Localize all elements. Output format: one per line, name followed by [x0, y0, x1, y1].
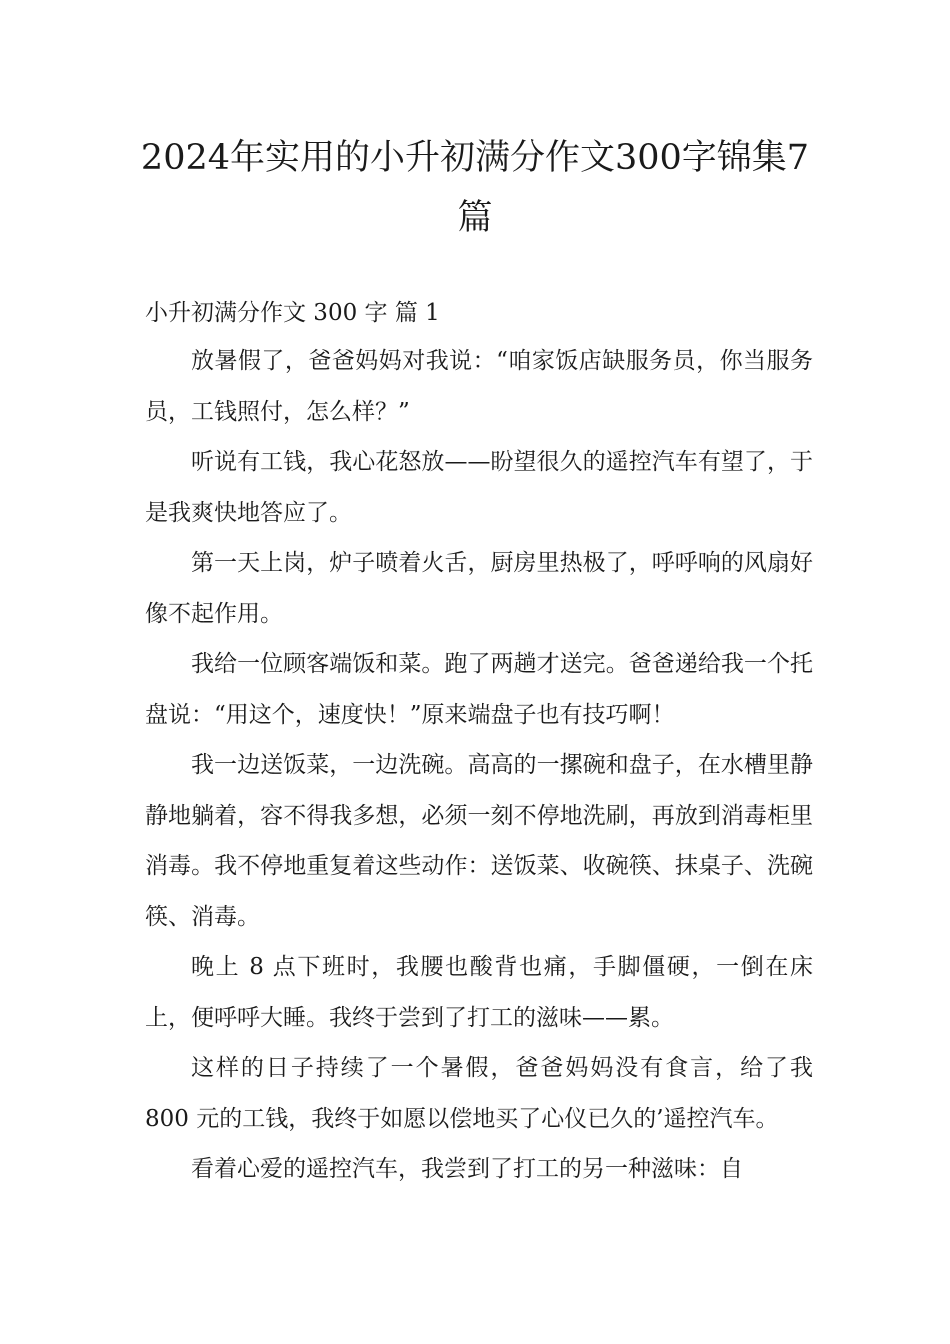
paragraph: 放暑假了，爸爸妈妈对我说：“咱家饭店缺服务员，你当服务员，工钱照付，怎么样？”: [145, 348, 813, 425]
document-title: 2024年实用的小升初满分作文300字锦集7篇: [140, 138, 810, 238]
section-heading: 小升初满分作文 300 字 篇 1: [145, 300, 440, 326]
paragraph: 第一天上岗，炉子喷着火舌，厨房里热极了，呼呼响的风扇好像不起作用。: [145, 550, 813, 627]
paragraph: 这样的日子持续了一个暑假，爸爸妈妈没有食言，给了我 800 元的工钱，我终于如愿以偿地买了心仪已久的’遥控汽车。: [145, 1055, 813, 1132]
essay-body: [145, 336, 813, 1195]
paragraph: 我给一位顾客端饭和菜。跑了两趟才送完。爸爸递给我一个托盘说：“用这个，速度快！”原来端盘子也有技巧啊！: [145, 651, 813, 728]
paragraph: 晚上 8 点下班时，我腰也酸背也痛，手脚僵硬，一倒在床上，便呼呼大睡。我终于尝到了打工的滋味——累。: [145, 954, 813, 1031]
paragraph: 看着心爱的遥控汽车，我尝到了打工的另一种滋味：自: [191, 1156, 743, 1182]
paragraph: 我一边送饭菜，一边洗碗。高高的一摞碗和盘子，在水槽里静静地躺着，容不得我多想，必须一刻不停地洗刷，再放到消毒柜里消毒。我不停地重复着这些动作：送饭菜、收碗筷、抹桌子、洗碗筷、消毒。: [145, 752, 813, 930]
paragraph: 听说有工钱，我心花怒放——盼望很久的遥控汽车有望了，于是我爽快地答应了。: [145, 449, 813, 526]
